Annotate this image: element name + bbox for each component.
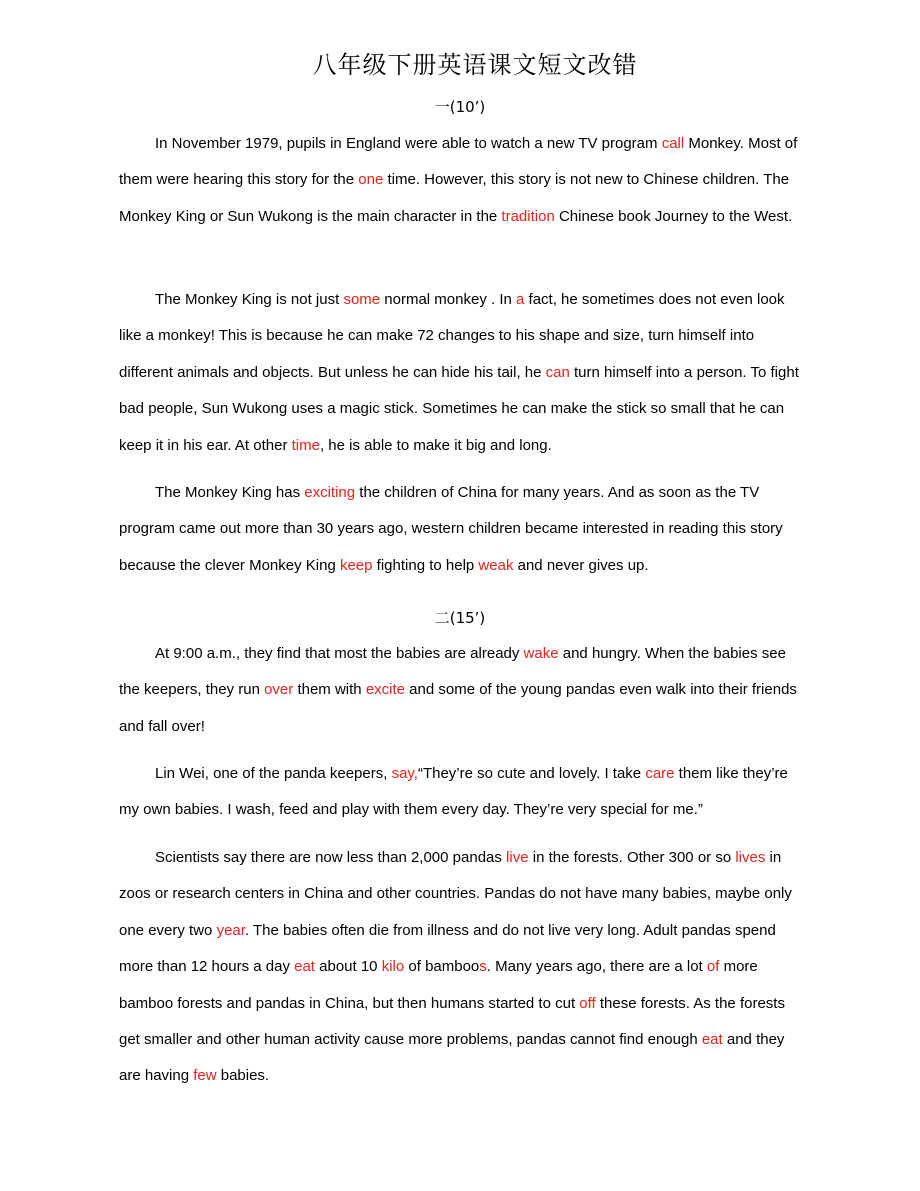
text-run: The Monkey King is not just	[155, 291, 344, 308]
text-run: in the forests. Other 300 or so	[528, 849, 736, 866]
text-run: fact, he sometimes does not even look like a monkey! This is because he can make 72 changes to his shape and size, turn himself into different animals and objects. But unless he can hide his tail, he	[119, 291, 785, 381]
text-run: In November 1979, pupils in England were able to watch a new TV program	[155, 135, 662, 152]
error-word: of	[706, 958, 720, 976]
error-word: say,	[391, 765, 418, 782]
paragraph-1	[119, 126, 802, 235]
text-run: these forests. As the forests get smaller and other human activity cause more problems, pandas cannot find enough	[119, 994, 785, 1049]
text-run: normal monkey . In	[380, 291, 517, 308]
text-run: Chinese book Journey to the West.	[554, 207, 793, 225]
text-run: them with	[293, 681, 366, 699]
text-run: The Monkey King has	[155, 484, 305, 501]
error-word: some	[343, 291, 381, 308]
text-run: them like they’re my own babies. I wash, feed and play with them every day. They’re very special for me.”	[119, 765, 788, 819]
text-run: more bamboo forests and pandas in China, but then humans started to cut	[119, 958, 758, 1012]
section-2-heading: 二(15’)	[434, 609, 486, 627]
text-run: and they are having	[119, 1031, 785, 1085]
error-word: s	[479, 958, 487, 976]
section-1-heading: 一(10’)	[434, 98, 486, 116]
error-word: eat	[294, 958, 315, 976]
paragraph-2	[119, 282, 802, 464]
error-word: weak	[478, 556, 514, 574]
error-word: eat	[701, 1031, 723, 1049]
error-word: excite	[365, 681, 405, 699]
text-run: At 9:00 a.m., they find that most the babies are already	[155, 645, 524, 662]
text-run: turn himself into a person. To fight bad people, Sun Wukong uses a magic stick. Sometimes he can make the stick so small that he can keep it in his ear. At other	[119, 363, 799, 454]
text-run: the children of China for many years. And as soon as the TV program came out more than 30 years ago, western children became interested in reading this story because the clever Monkey King	[119, 484, 783, 574]
text-run: “They’re so cute and lovely. I take	[417, 765, 646, 782]
text-run: Scientists say there are now less than 2,000 pandas	[155, 849, 507, 866]
error-word: time	[291, 436, 320, 454]
text-run: Monkey. Most of them were hearing this story for the	[119, 135, 798, 189]
error-word: care	[645, 765, 675, 782]
error-word: over	[264, 681, 294, 699]
paragraph-5	[119, 756, 802, 829]
error-word: kilo	[381, 958, 405, 976]
error-word: call	[661, 135, 685, 152]
text-run: in zoos or research centers in China and other countries. Pandas do not have many babies, maybe only one every two	[119, 849, 792, 939]
paragraph-3	[119, 475, 802, 584]
text-run: . The babies often die from illness and do not live very long. Adult pandas spend more than 12 hours a day	[119, 921, 776, 976]
text-run: . Many years ago, there are a lot	[486, 958, 707, 976]
text-run: about 10	[314, 958, 382, 976]
paragraph-6	[119, 840, 802, 1095]
text-run: fighting to help	[372, 556, 479, 574]
text-run: and hungry. When the babies see the keepers, they run	[119, 645, 786, 699]
page-title: 八年级下册英语课文短文改错	[312, 51, 638, 79]
text-run: Lin Wei, one of the panda keepers,	[155, 765, 392, 782]
text-run: and some of the young pandas even walk into their friends and fall over!	[119, 681, 797, 735]
error-word: a	[516, 291, 525, 308]
text-run: , he is able to make it big and long.	[319, 436, 552, 454]
error-word: few	[193, 1067, 217, 1085]
text-run: and never gives up.	[513, 556, 649, 574]
text-run: of bamboo	[404, 958, 480, 976]
error-word: tradition	[501, 207, 555, 225]
text-run: time. However, this story is not new to Chinese children. The Monkey King or Sun Wukong is the main character in the	[119, 171, 790, 225]
error-word: wake	[523, 645, 559, 662]
error-word: year	[216, 921, 245, 939]
error-word: live	[506, 849, 529, 866]
error-word: keep	[339, 556, 373, 574]
error-word: one	[358, 171, 384, 189]
error-word: can	[545, 363, 570, 381]
paragraph-4	[119, 636, 802, 745]
error-word: exciting	[304, 484, 356, 501]
text-run: babies.	[216, 1067, 270, 1085]
error-word: off	[579, 994, 596, 1012]
error-word: lives	[735, 849, 766, 866]
